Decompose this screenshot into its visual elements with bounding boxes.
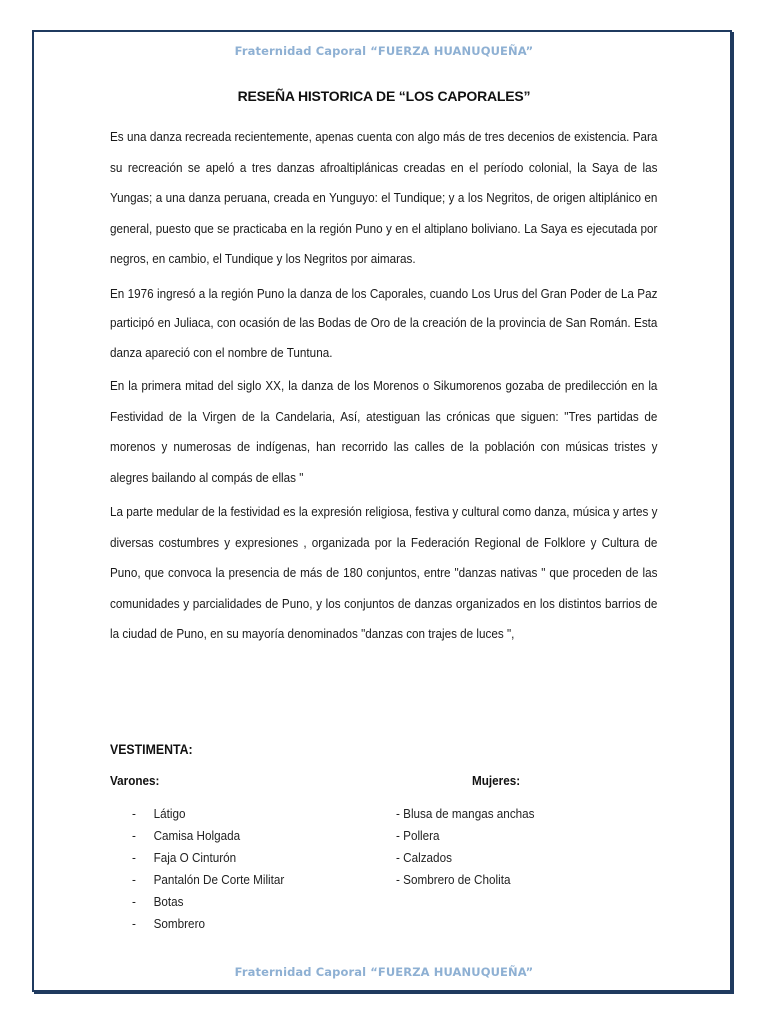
list-item: - Sombrero de Cholita [396,872,511,887]
bullet-dash: - [132,894,136,909]
list-item [132,913,284,935]
list-item: - Calzados [396,850,452,865]
list-item: - Blusa de mangas anchas [396,806,535,821]
list-item-text: Sombrero [153,916,205,931]
list-item-text: Pantalón De Corte Militar [153,872,285,887]
bullet-dash: - [132,806,136,821]
document-title: RESEÑA HISTORICA DE “LOS CAPORALES” [237,88,531,104]
paragraph-3 [110,371,658,493]
paragraph-1-text: Es una danza recreada recientemente, apenas cuenta con algo más de tres decenios de existencia. Para su recreación se apeló a tres danzas afroaltiplánicas creadas en el período colonial, la Saya de las Yungas; a una danza peruana, creada en Yunguyo: el Tundique; y a los Negritos, de origen altiplánico en general, puesto que se practicaba en la región Puno y en el altiplano boliviano. La Saya es ejecutada por negros, en cambio, el Tundique y los Negritos por aimaras. [110,129,658,266]
mujeres-list [396,803,550,891]
list-item [132,803,284,825]
varones-list [132,803,301,935]
bullet-dash: - [132,872,136,887]
varones-heading: Varones: [110,773,160,788]
list-item-text: Camisa Holgada [153,828,241,843]
paragraph-4-text: La parte medular de la festividad es la expresión religiosa, festiva y cultural como danza, música y artes y diversas costumbres y expresiones , organizada por la Federación Regional de Folklore y Cultura de Puno, que convoca la presencia de más de 180 conjuntos, entre "danzas nativas " que proceden de las comunidades y parcialidades de Puno, y los conjuntos de danzas organizados en los distintos barrios de la ciudad de Puno, en su mayoría denominados "danzas con trajes de luces ", [110,504,658,641]
paragraph-1 [110,122,658,275]
bullet-dash: - [132,850,136,865]
document-body [110,122,658,650]
list-item [132,869,284,891]
paragraph-4 [110,497,658,650]
list-item [132,847,284,869]
bullet-dash: - [132,828,136,843]
bullet-dash: - [132,916,136,931]
paragraph-3-text: En la primera mitad del siglo XX, la danza de los Morenos o Sikumorenos gozaba de predilección en la Festividad de la Virgen de la Candelaria, Así, atestiguan las crónicas que siguen: "Tres partidas de morenos y numerosas de indígenas, han recorrido las calles de la población con músicas tristes y alegres bailando al compás de ellas " [110,378,658,485]
list-item-text: Látigo [153,806,186,821]
paragraph-2 [110,279,658,368]
mujeres-heading: Mujeres: [472,773,521,788]
list-item [132,825,284,847]
list-item-text: Botas [153,894,184,909]
list-item [132,891,284,913]
paragraph-2-text: En 1976 ingresó a la región Puno la danza de los Caporales, cuando Los Urus del Gran Poder de La Paz participó en Juliaca, con ocasión de las Bodas de Oro de la creación de la provincia de San Román. Esta danza apareció con el nombre de Tuntuna. [110,285,658,360]
list-item-text: Faja O Cinturón [153,850,237,865]
vestimenta-heading: VESTIMENTA: [110,741,193,757]
page-footer: Fraternidad Caporal “FUERZA HUANUQUEÑA” [234,965,534,979]
page-header: Fraternidad Caporal “FUERZA HUANUQUEÑA” [234,44,534,58]
list-item: - Pollera [396,828,440,843]
